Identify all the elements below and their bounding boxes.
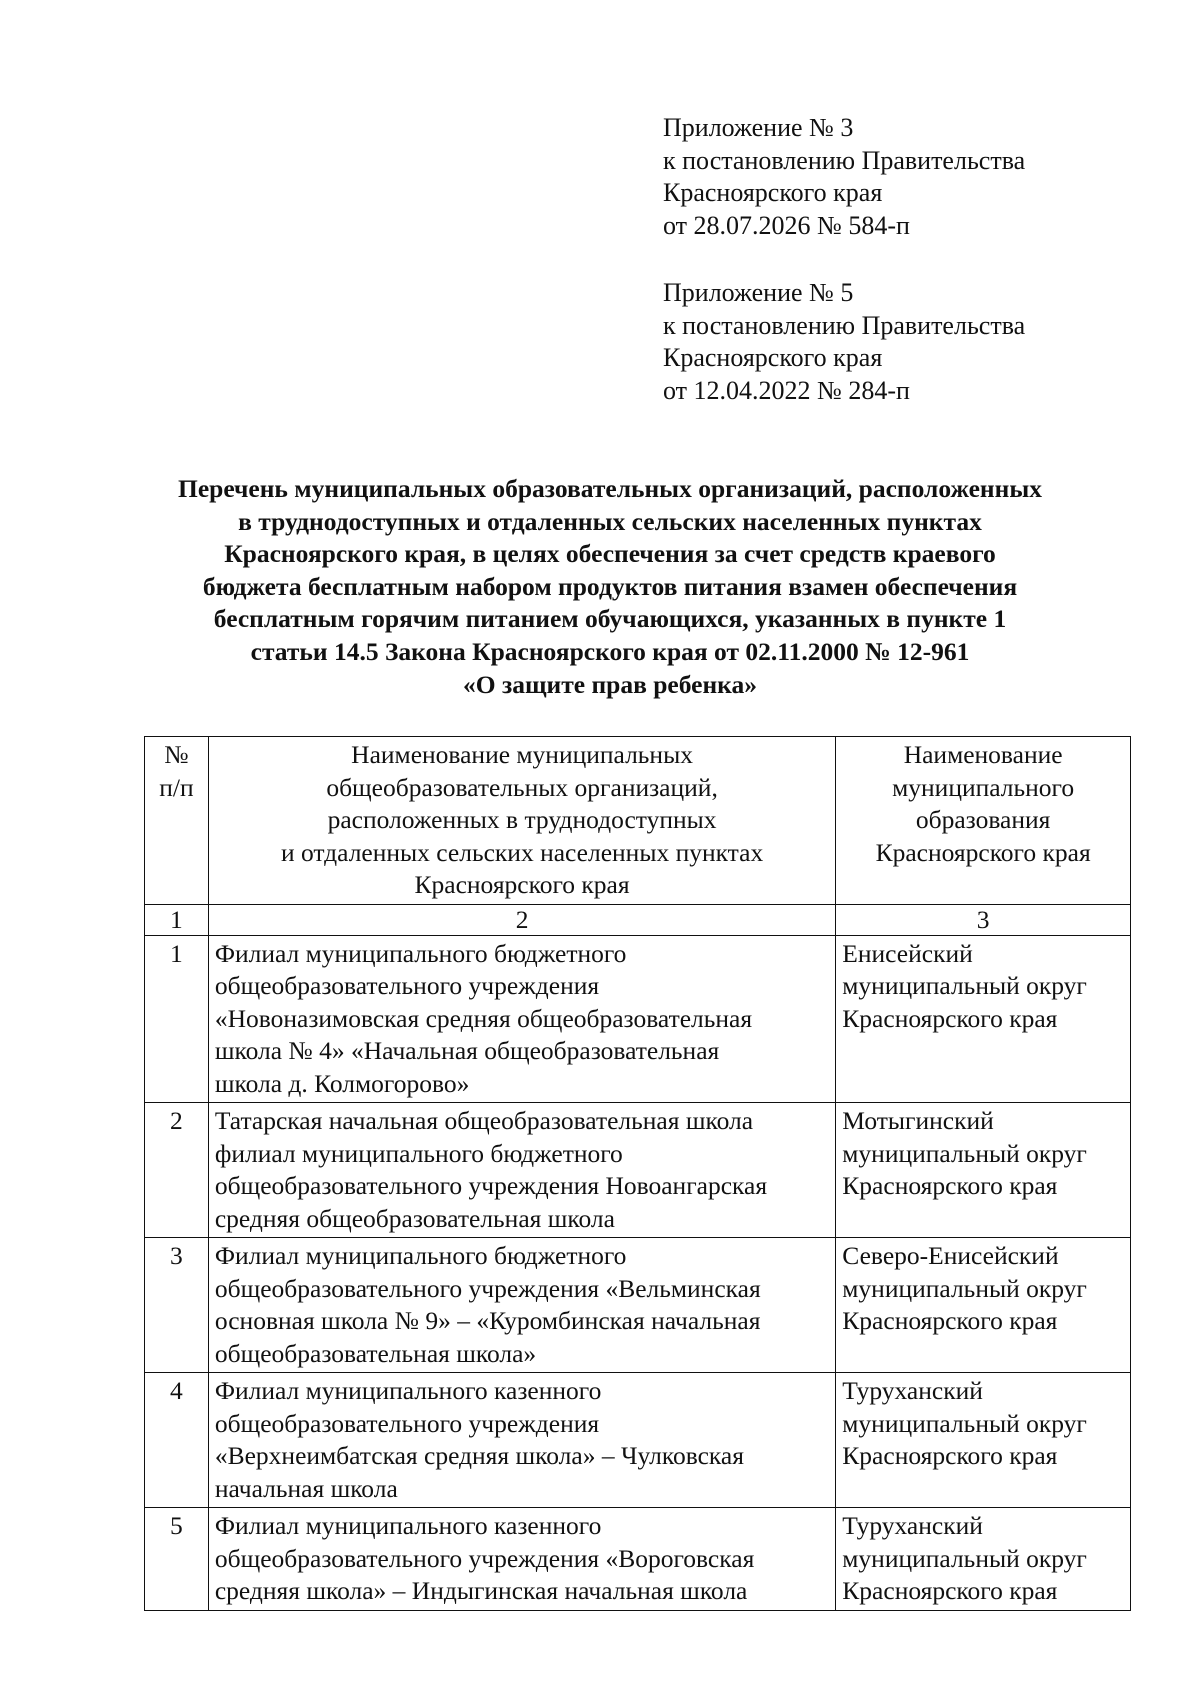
text-line: муниципальный округ [842, 971, 1087, 1000]
organizations-table [144, 736, 1131, 1611]
row-number: 1 [145, 935, 209, 1103]
document-title [110, 473, 1110, 701]
municipality-name [836, 1238, 1131, 1373]
text-line: общеобразовательного учреждения [214, 1408, 600, 1438]
text-line: Красноярского края [842, 1003, 1058, 1033]
header-number [145, 737, 209, 905]
text-line: средняя школа» – Индыгинская начальная школа [214, 1576, 748, 1605]
title-line: в труднодоступных и отдаленных сельских населенных пунктах [238, 506, 982, 536]
appendix-line: к постановлению Правительства [663, 310, 1026, 340]
text-line: общеобразовательного учреждения «Вельминская [214, 1273, 761, 1303]
title-line: Красноярского края, в целях обеспечения за счет средств краевого [224, 539, 996, 569]
header-line: общеобразовательных организаций, [326, 772, 718, 802]
text-line: муниципальный округ [842, 1273, 1087, 1303]
header-line: Наименование [903, 740, 1063, 769]
organization-name [208, 1238, 835, 1373]
table-header-row [145, 737, 1131, 905]
organization-name [208, 1508, 835, 1611]
header-line: образования [915, 805, 1051, 834]
appendix-line: Приложение № 5 [663, 278, 854, 307]
organization-name [208, 935, 835, 1103]
text-line: Красноярского края [842, 1441, 1058, 1470]
municipality-name [836, 1373, 1131, 1508]
text-line: «Верхнеимбатская средняя школа» – Чулковская [214, 1441, 744, 1470]
header-line: Красноярского края [414, 870, 630, 899]
municipality-name [836, 1508, 1131, 1611]
organization-name [208, 1373, 835, 1508]
text-line: Татарская начальная общеобразовательная школа [214, 1106, 754, 1135]
text-line: муниципальный округ [842, 1543, 1087, 1573]
header-line: Красноярского края [875, 837, 1091, 867]
header-line: и отдаленных сельских населенных пунктах [280, 837, 764, 867]
column-index-row [145, 904, 1131, 935]
table-row [145, 935, 1131, 1103]
row-number: 5 [145, 1508, 209, 1611]
appendix-block-5 [663, 277, 1025, 407]
title-line: «О защите прав ребенка» [463, 669, 757, 699]
text-line: Туруханский [842, 1511, 983, 1540]
appendix-line: от 12.04.2022 № 284-п [663, 375, 910, 405]
text-line: Красноярского края [842, 1576, 1058, 1605]
column-index: 1 [145, 904, 209, 935]
table-row [145, 1508, 1131, 1611]
header-line: расположенных в труднодоступных [327, 805, 717, 834]
organization-name [208, 1103, 835, 1238]
title-line: Перечень муниципальных образовательных организаций, расположенных [178, 474, 1042, 503]
appendix-line: Приложение № 3 [663, 113, 854, 142]
text-line: Северо-Енисейский [842, 1241, 1059, 1270]
text-line: основная школа № 9» – «Куромбинская начальная [214, 1306, 761, 1335]
header-organization [208, 737, 835, 905]
text-line: Мотыгинский [842, 1106, 994, 1135]
text-line: филиал муниципального бюджетного [214, 1138, 623, 1168]
text-line: Красноярского края [842, 1171, 1058, 1200]
text-line: Красноярского края [842, 1306, 1058, 1335]
text-line: Филиал муниципального бюджетного [214, 1241, 627, 1270]
header-municipality [836, 737, 1131, 905]
appendix-line: к постановлению Правительства [663, 145, 1026, 175]
text-line: «Новоназимовская средняя общеобразовательная [214, 1003, 753, 1033]
text-line: общеобразовательная школа» [214, 1338, 537, 1368]
table-row [145, 1373, 1131, 1508]
table-row [145, 1103, 1131, 1238]
text-line: общеобразовательного учреждения [214, 971, 600, 1000]
text-line: Филиал муниципального бюджетного [214, 938, 627, 968]
column-index: 2 [208, 904, 835, 935]
municipality-name [836, 1103, 1131, 1238]
municipality-name [836, 935, 1131, 1103]
appendix-block-3 [663, 112, 1025, 242]
text-line: муниципальный округ [842, 1138, 1087, 1168]
header-line: п/п [159, 772, 194, 802]
title-line: бесплатным горячим питанием обучающихся, указанных в пункте 1 [213, 604, 1007, 634]
title-line: статьи 14.5 Закона Красноярского края от 02.11.2000 № 12-961 [250, 636, 970, 666]
column-index: 3 [836, 904, 1131, 935]
text-line: Туруханский [842, 1376, 983, 1405]
text-line: начальная школа [214, 1473, 398, 1503]
text-line: Филиал муниципального казенного [214, 1376, 602, 1405]
appendix-line: от 28.07.2026 № 584-п [663, 210, 910, 240]
header-line: № [164, 740, 189, 769]
row-number: 2 [145, 1103, 209, 1238]
table-row [145, 1238, 1131, 1373]
title-line: бюджета бесплатным набором продуктов питания взамен обеспечения [202, 571, 1018, 601]
row-number: 3 [145, 1238, 209, 1373]
text-line: общеобразовательного учреждения Новоангарская [214, 1171, 768, 1200]
text-line: школа д. Колмогорово» [214, 1068, 470, 1098]
appendix-line: Красноярского края [663, 178, 883, 207]
header-line: муниципального [892, 772, 1075, 802]
row-number: 4 [145, 1373, 209, 1508]
text-line: школа № 4» «Начальная общеобразовательная [214, 1036, 720, 1065]
text-line: Филиал муниципального казенного [214, 1511, 602, 1540]
appendix-line: Красноярского края [663, 343, 883, 372]
text-line: муниципальный округ [842, 1408, 1087, 1438]
header-line: Наименование муниципальных [351, 740, 693, 769]
text-line: средняя общеобразовательная школа [214, 1203, 615, 1233]
text-line: общеобразовательного учреждения «Вороговская [214, 1543, 755, 1573]
text-line: Енисейский [842, 938, 973, 968]
